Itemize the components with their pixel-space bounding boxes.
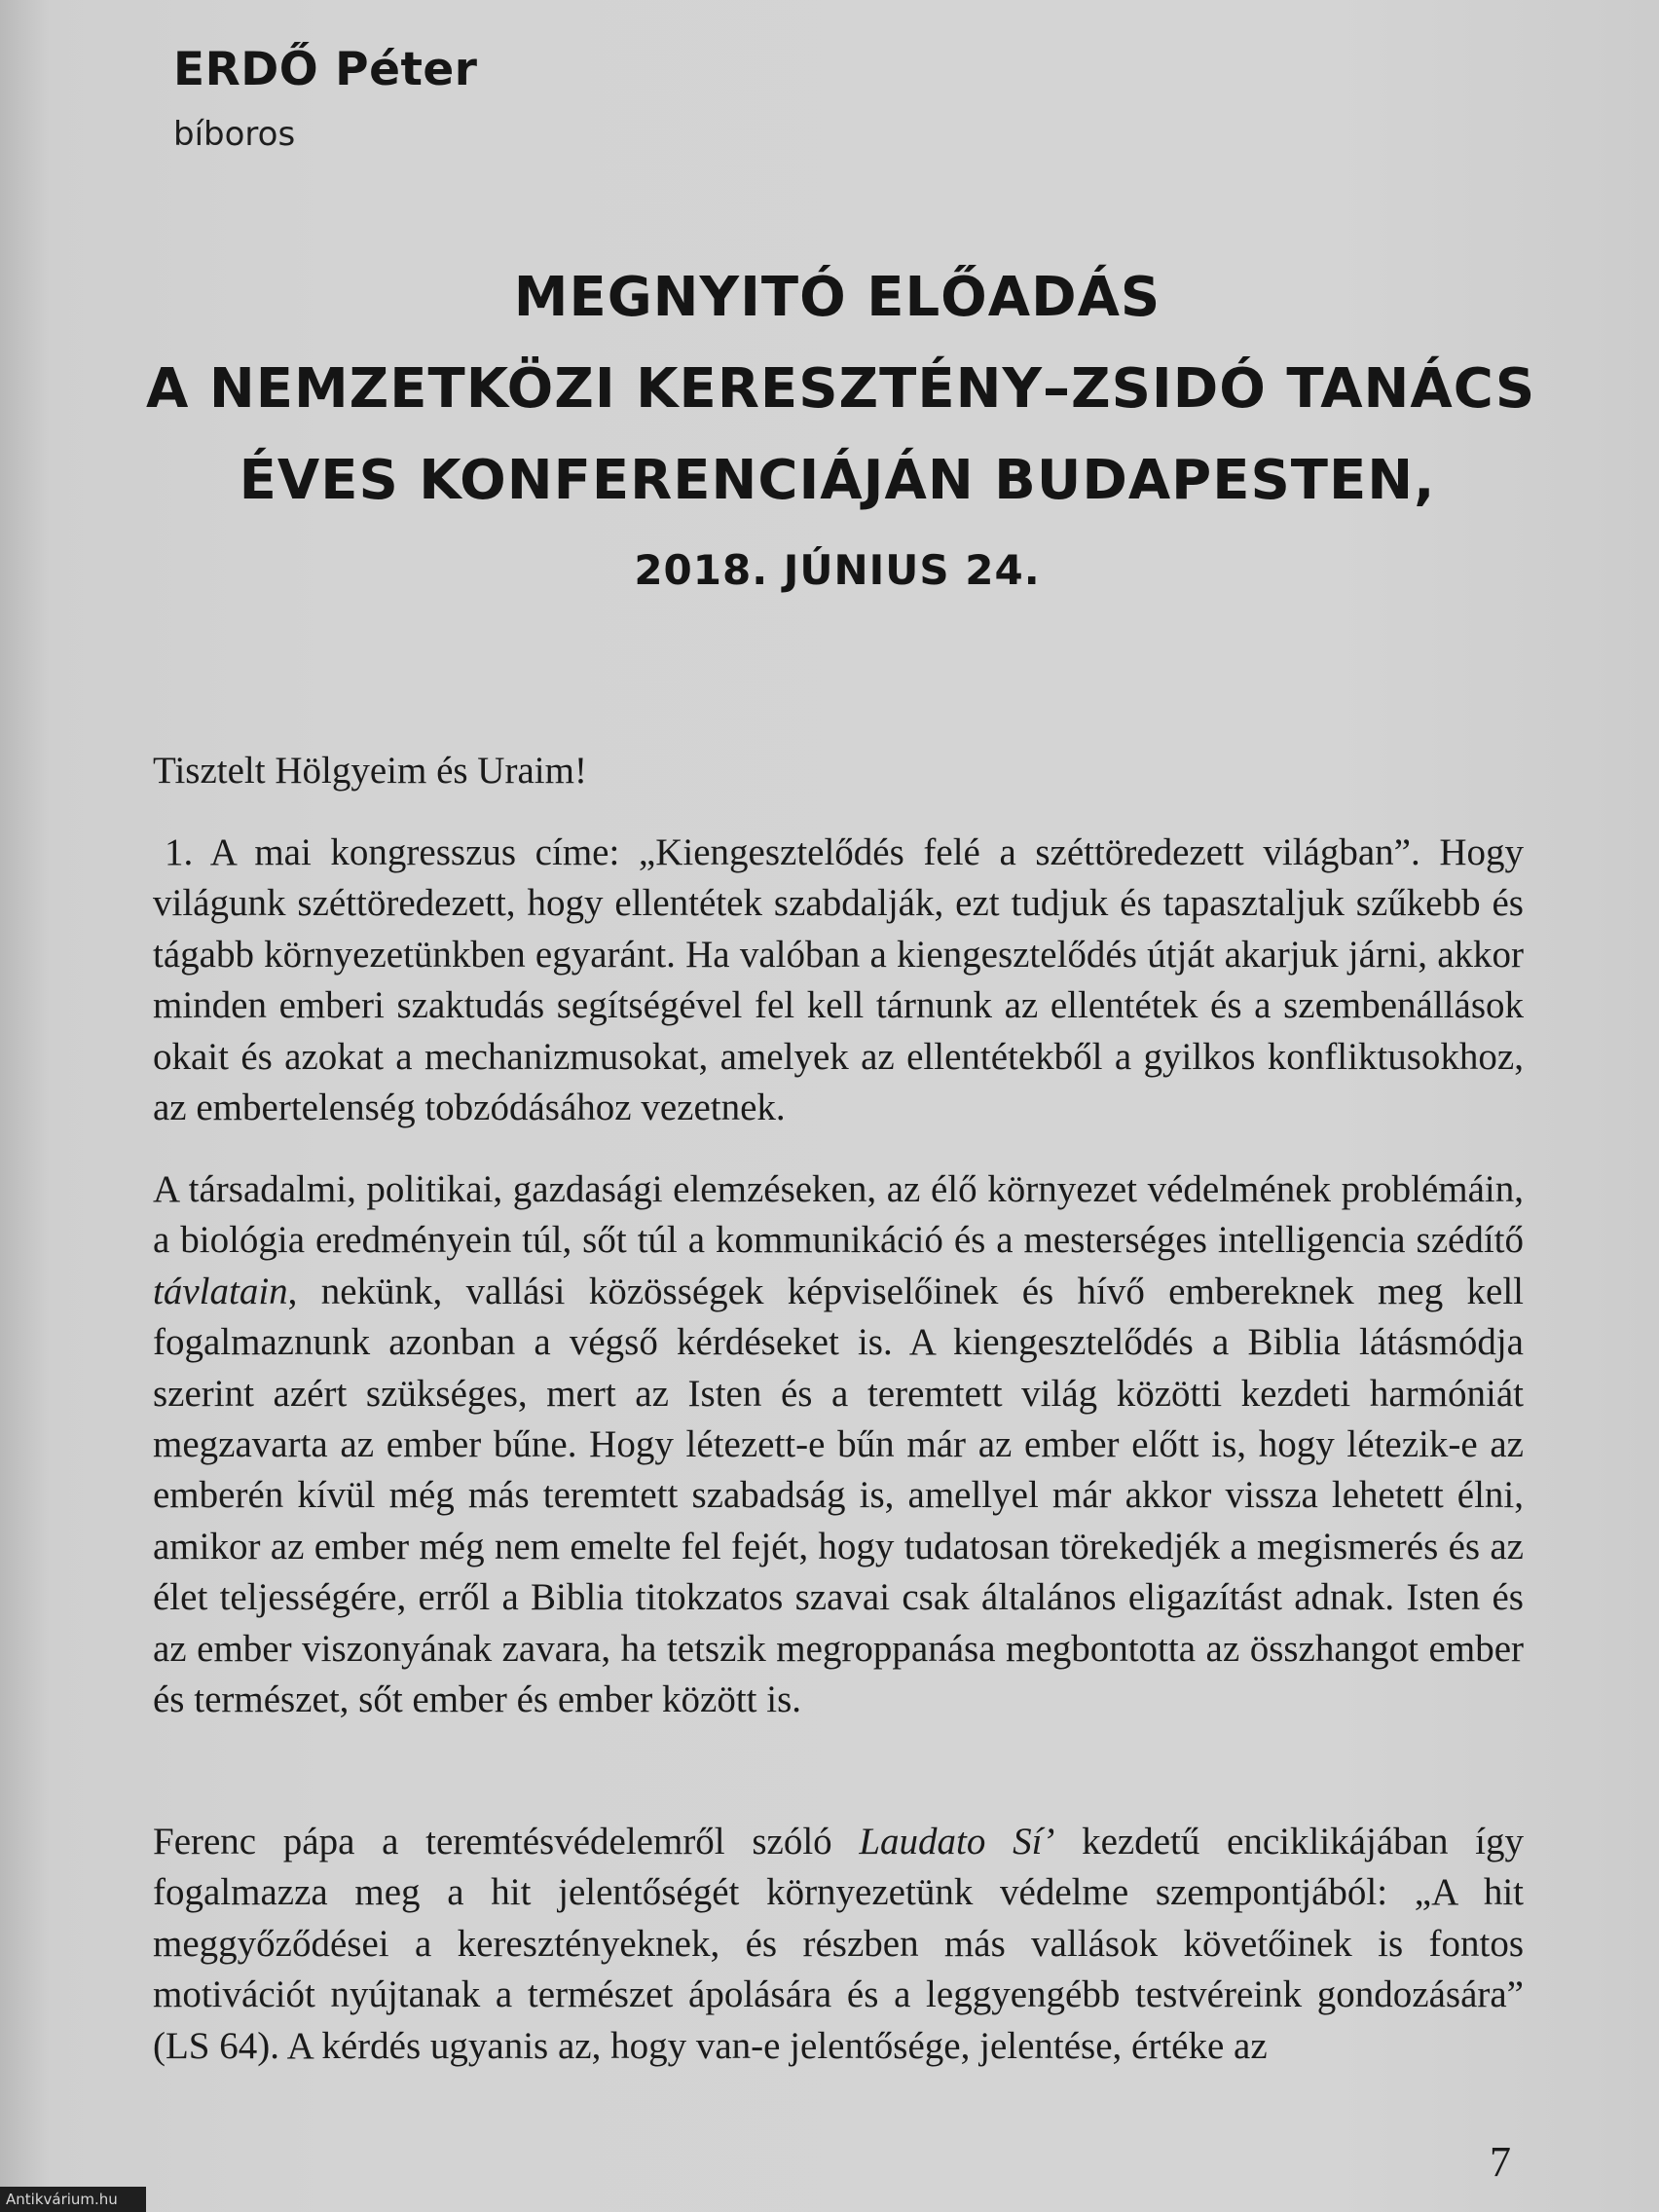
title-line-1: MEGNYITÓ ELŐADÁS	[513, 266, 1161, 329]
paragraph-3	[153, 1817, 1524, 2072]
title-line-2: A NEMZETKÖZI KERESZTÉNY–ZSIDÓ TANÁCS	[146, 357, 1536, 421]
paragraph-2-text-a: A társadalmi, politikai, gazdasági elemzéseken, az élő környezet védelmének problémáin, a biológia eredményein túl, sőt túl a kommunikáció és a mesterséges intelligencia szédítő	[153, 1168, 1524, 1262]
greeting-text: Tisztelt Hölgyeim és Uraim!	[153, 750, 587, 792]
watermark: Antikvárium.hu	[0, 2187, 146, 2212]
paragraph-1	[153, 828, 1524, 1133]
greeting	[153, 746, 1524, 796]
page-number: 7	[1490, 2138, 1511, 2186]
paragraph-2	[153, 1164, 1524, 1725]
paragraph-2-text-b: , nekünk, vallási közösségek képviselőinek és hívő embereknek meg kell fogalmaznunk azonban a végső kérdéseket is. A kiengesztelődés a Biblia látásmódja szerint azért szükséges, mert az Isten és a teremtett világ közötti kezdeti harmóniát megzavarta az ember bűne. Hogy létezett-e bűn már az ember előtt is, hogy létezik-e az emberén kívül még más teremtett szabadság is, amellyel már akkor vissza lehetett élni, amikor az ember még nem emelte fel fejét, hogy tudatosan törekedjék a megismerés és az élet teljességére, erről a Biblia titokzatos szavai csak általános eligazítást adnak. Isten és az ember viszonyának zavara, ha tetszik megroppanása megbontotta az összhangot ember és természet, sőt ember és ember között is.	[153, 1270, 1524, 1721]
paragraph-2-italic: távlatain	[153, 1270, 288, 1312]
title-line-3: ÉVES KONFERENCIÁJÁN BUDAPESTEN,	[239, 449, 1436, 512]
title-date: 2018. JÚNIUS 24.	[634, 546, 1041, 594]
paragraph-3-italic: Laudato Sí’	[859, 1821, 1055, 1862]
author-role: bíboros	[173, 115, 296, 154]
paragraph-3-text-b: kezdetű enciklikájában így fogalmazza meg a hit jelentőségét környezetünk védelme szempontjából: „A hit meggyőződései a keresztényeknek, és részben más vallások követőinek is fontos motivációt nyújtanak a természet ápolására és a leggyengébb testvéreink gondozására” (LS 64). A kérdés ugyanis az, hogy van-e jelentősége, jelentése, értéke az	[153, 1821, 1524, 2067]
paragraph-1-text: 1. A mai kongresszus címe: „Kiengesztelődés felé a széttöredezett világban”. Hogy világunk széttöredezett, hogy ellentétek szabdalják, ezt tudjuk és tapasztaljuk szűkebb és tágabb környezetünkben egyaránt. Ha valóban a kiengesztelődés útját akarjuk járni, akkor minden emberi szaktudás segítségével fel kell tárnunk az ellentétek és a szembenállások okait és azokat a mechanizmusokat, amelyek az ellentétekből a gyilkos konfliktusokhoz, az embertelenség tobzódásához vezetnek.	[153, 831, 1524, 1129]
paragraph-3-text-a: Ferenc pápa a teremtésvédelemről szóló	[153, 1821, 860, 1862]
author-name: ERDŐ Péter	[173, 43, 478, 96]
